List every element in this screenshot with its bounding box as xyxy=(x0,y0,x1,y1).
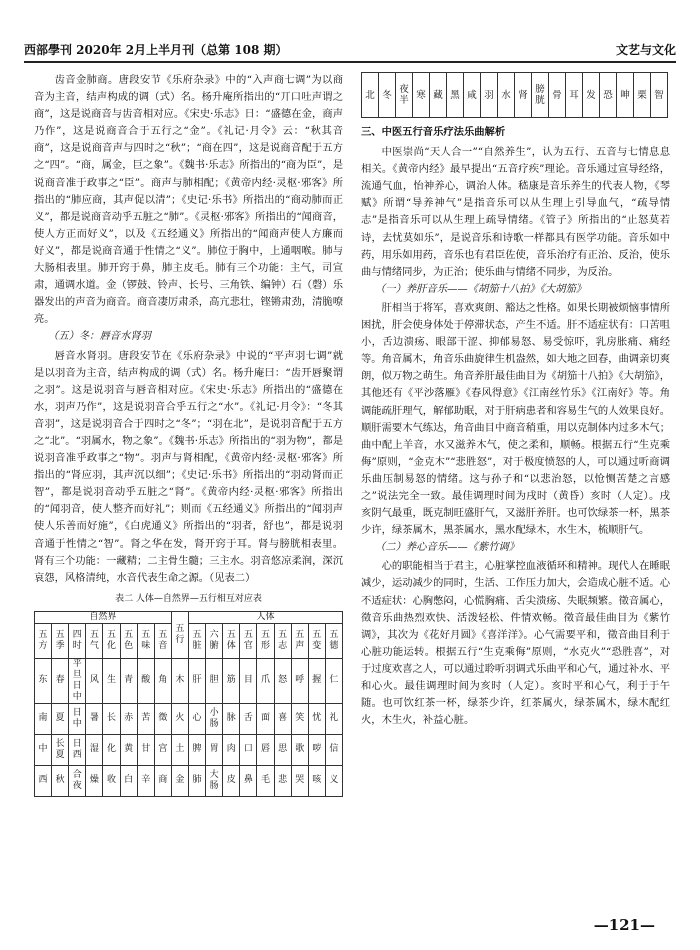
table-cell: 皮 xyxy=(223,765,240,796)
table-cell: 酸 xyxy=(137,658,154,703)
table-cell: 呼 xyxy=(291,658,308,703)
table1-continuation xyxy=(361,72,668,118)
column-header: 六腑 xyxy=(206,623,223,658)
table-cell: 收 xyxy=(103,765,120,796)
table-row xyxy=(35,734,343,765)
table-cell-wuxing: 木 xyxy=(171,658,188,703)
column-header: 五气 xyxy=(86,623,103,658)
column-header: 五方 xyxy=(35,623,52,658)
table-cell: 目 xyxy=(240,658,257,703)
table-cell: 宫 xyxy=(154,734,171,765)
table1-cell: 黑 xyxy=(447,73,464,118)
table-cell: 歌 xyxy=(291,734,308,765)
column-header: 四时 xyxy=(69,623,86,658)
column-header: 五脏 xyxy=(188,623,205,658)
page-number: —121— xyxy=(593,916,655,934)
table-cell: 仁 xyxy=(325,658,342,703)
table-cell: 筋 xyxy=(223,658,240,703)
table1-cell: 骨 xyxy=(549,73,566,118)
table1-cell: 肾 xyxy=(515,73,532,118)
table-cell: 胃 xyxy=(206,734,223,765)
table1-cell: 羽 xyxy=(481,73,498,118)
table-cell: 风 xyxy=(86,658,103,703)
correspondence-table xyxy=(34,611,343,797)
column-header: 五志 xyxy=(274,623,291,658)
column-header: 五味 xyxy=(137,623,154,658)
table-cell: 咳 xyxy=(308,765,325,796)
group-header-body: 人体 xyxy=(188,611,342,623)
table1-cell: 藏 xyxy=(430,73,447,118)
table1-cell: 恐 xyxy=(600,73,617,118)
table-cell: 夏 xyxy=(52,703,69,734)
table-cell: 合夜 xyxy=(69,765,86,796)
left-column xyxy=(34,72,343,797)
journal-title: 西部學刊 2020年 2月上半月刊（总第 108 期） xyxy=(24,43,288,57)
intro-paragraph: 中医崇尚“天人合一”“自然养生”，认为五行、五音与七情息息相关。《黄帝内经》最早提出“五音疗疾”理论。音乐通过宣导经络，流通气血，怡神养心，调治人体。嵇康是音乐养生的代表人物，《琴赋》所谓“导养神气”是指音乐可以从生理上引导血气，“疏导情志”是指音乐可以从生理上疏导情绪。《管子》所指出的“止怒莫若诗，去忧莫如乐”，是说音乐和诗歌一样都具有医学功能。音乐如中药，用乐如用药，音乐也有君臣佐使，音乐治疗有正治、反治，使乐曲与情绪同步，为正治；使乐曲与情绪不同步，为反治。 xyxy=(361,146,670,278)
right-column xyxy=(361,72,670,729)
table-cell: 西 xyxy=(35,765,52,796)
table1-cell: 夜半 xyxy=(396,73,413,118)
table1-cell: 寒 xyxy=(413,73,430,118)
section-title: 三、中医五行音乐疗法乐曲解析 xyxy=(361,126,506,138)
table-cell: 笑 xyxy=(291,703,308,734)
table-cell: 日中 xyxy=(69,703,86,734)
table-cell: 秋 xyxy=(52,765,69,796)
column-header: 五官 xyxy=(240,623,257,658)
table-cell: 大肠 xyxy=(206,765,223,796)
table1-cell: 咸 xyxy=(464,73,481,118)
table-cell: 日西 xyxy=(69,734,86,765)
table-cell: 黄 xyxy=(120,734,137,765)
column-header: 五形 xyxy=(257,623,274,658)
group-header-nature: 自然界 xyxy=(35,611,172,623)
table-cell: 哭 xyxy=(291,765,308,796)
table-cell-wuxing: 火 xyxy=(171,703,188,734)
column-header: 五声 xyxy=(291,623,308,658)
table-cell: 暑 xyxy=(86,703,103,734)
table-cell: 甘 xyxy=(137,734,154,765)
column-header: 五色 xyxy=(120,623,137,658)
liver-paragraph: 肝相当于将军，喜欢爽朗、豁达之性格。如果长期被烦恼事情所困扰，肝会使身体处于停滞状态，产生不适。肝不适症状有：口苦咀小，舌边溃疡、眼部干涩、抑郁易怒、易受惊吓，乳房胀痛、痛经等。角音属木，角音乐曲旋律生机盎然，如大地之回春，曲调亲切爽朗，似万物之萌生。角音养肝最佳曲目为《胡笳十八拍》《大胡笳》，其他还有《平沙落雁》《春风得意》《江南丝竹乐》《江南好》等。角调能疏肝理气，解郁助眠，对于肝病患者和容易生气的人效果良好。顺肝需要木气练达，角音曲目中商音稍重，用以克制体内过多木气；曲中配上羊音，水又滋养木气，使之柔和，顺畅。根据五行“生克乘侮”原则，“金克木”“悲胜怒”，对于极度愤怒的人，可以通过听商调乐曲压制易怒的情绪。这与孙子和“以悲治怒，以怆恻苦楚之言感之”说法完全一致。最佳调理时间为戌时（黄昏）亥时（人定）。戌亥阴气最重，既克制旺盛肝气，又滋肝养肝。也可饮绿茶一杯，黑茶少许，绿茶属木，黑茶属水，黑水配绿木，水生木，梳顺肝气。 xyxy=(361,301,670,537)
column-header: 五化 xyxy=(103,623,120,658)
table-cell: 南 xyxy=(35,703,52,734)
table-cell: 小肠 xyxy=(206,703,223,734)
table-cell: 商 xyxy=(154,765,171,796)
table-cell: 喜 xyxy=(274,703,291,734)
column-header: 五音 xyxy=(154,623,171,658)
table-cell: 春 xyxy=(52,658,69,703)
table-cell: 肉 xyxy=(223,734,240,765)
table1-cell: 膀胱 xyxy=(532,73,549,118)
subheading-heart: （二）养心音乐——《紫竹调》 xyxy=(375,541,520,554)
table-cell: 哕 xyxy=(308,734,325,765)
page-header xyxy=(24,32,676,63)
table-row xyxy=(35,765,343,796)
table-cell: 肺 xyxy=(188,765,205,796)
table-cell: 白 xyxy=(120,765,137,796)
table-cell: 义 xyxy=(325,765,342,796)
table-cell: 礼 xyxy=(325,703,342,734)
subheading-winter: （五）冬：唇音水肾羽 xyxy=(48,330,151,343)
table-cell: 脉 xyxy=(223,703,240,734)
heart-paragraph: 心的职能相当于君主，心脏掌控血液循环和精神。现代人在睡眠减少，运动减少的同时，生活、工作压力加大，会造成心脏不适。心不适症状：心胸憋闷，心慌胸痛、舌尖溃疡、失眠频繁。徵音属心，徵音乐曲热烈欢快、活泼轻松、件情欢畅。徵音最佳曲目为《紫竹调》，其次为《花好月圆》《喜洋洋》。心气需要平和，徵音曲目利于心脏功能运转。根据五行“生克乘侮”原则，“水克火”“恐胜喜”，对于过度欢喜之人，可以通过聆听羽调式乐曲平和心气，通过补水、平和心火。最佳调理时间为亥时（人定）。亥时平和心气，利于于午随。也可饮红茶一杯，绿茶少许，红茶属火，绿茶属木，绿木配红火，木生火，补益心脏。 xyxy=(361,560,670,727)
table1-cell: 智 xyxy=(651,73,668,118)
table-cell: 口 xyxy=(240,734,257,765)
table-cell: 面 xyxy=(257,703,274,734)
table1-cell: 呻 xyxy=(617,73,634,118)
table-cell: 湿 xyxy=(86,734,103,765)
table-cell: 化 xyxy=(103,734,120,765)
table-row xyxy=(35,703,343,734)
table1-cell: 发 xyxy=(583,73,600,118)
table1-cell: 水 xyxy=(498,73,515,118)
table-cell: 忧 xyxy=(308,703,325,734)
table1-cell: 耳 xyxy=(566,73,583,118)
table-cell: 肝 xyxy=(188,658,205,703)
header-wuxing: 五行 xyxy=(171,611,188,658)
table-cell: 燥 xyxy=(86,765,103,796)
table-cell: 怒 xyxy=(274,658,291,703)
table-cell: 生 xyxy=(103,658,120,703)
column-header: 五体 xyxy=(223,623,240,658)
table-cell: 长 xyxy=(103,703,120,734)
column-header: 五变 xyxy=(308,623,325,658)
table1-cell: 栗 xyxy=(634,73,651,118)
table-cell: 脾 xyxy=(188,734,205,765)
table-cell: 辛 xyxy=(137,765,154,796)
table-cell: 鼻 xyxy=(240,765,257,796)
table-cell: 平旦日中 xyxy=(69,658,86,703)
table-cell: 唇 xyxy=(257,734,274,765)
subheading-liver: （一）养肝音乐——《胡笳十八拍》《大胡笳》 xyxy=(375,282,587,295)
table-cell: 毛 xyxy=(257,765,274,796)
table-cell: 角 xyxy=(154,658,171,703)
section-label: 文艺与文化 xyxy=(615,43,676,57)
paragraph-metal: 齿音金肺商。唐段安节《乐府杂录》中的“入声商七调”为以商音为主音，结声构成的调（式）名。杨升庵所指出的“丌口吐声谓之商”，这是说商音与齿音相对应。《宋史·乐志》日：“盛德在金，商声乃作”，这是说商音合于五行之“金”。《礼记·月令》云：“秋其音商”，这是说商音声与四时之“秋”；“商在四”，这是说商音配于五方之“四”。“商，属金，巨之象”。《魏书·乐志》所指出的“商为臣”，是说商音准于政事之“臣”。商声与肺相配；《黄帝内经·灵枢·邪客》所指出的“肺应商，其声促以清”；《史记·乐书》所指出的“商动肺而正义”，都是说商音动乎五脏之“肺”。《灵枢·邪客》所指出的“闻商音，使人方正而好义”，以及《五经通义》所指出的“闻商声使人方廉而好义”，都是说商音通于性情之“义”。肺位于胸中，上通咽喉。肺与大肠相表里。肺开窍于鼻，肺主皮毛。肺有三个功能：主气，司宣肃，通调水道。金（锣鼓、铃声、长号、三角铁、编钟）石（磬）乐器发出的声音为商音。商音凄厉肃杀，高亢悲壮，铿锵肃劲，清脆嘹亮。 xyxy=(34,74,343,326)
table1-cell: 冬 xyxy=(379,73,396,118)
table-row xyxy=(35,658,343,703)
table-cell: 心 xyxy=(188,703,205,734)
column-header: 五季 xyxy=(52,623,69,658)
table-cell: 悲 xyxy=(274,765,291,796)
table-cell: 握 xyxy=(308,658,325,703)
table-cell-wuxing: 金 xyxy=(171,765,188,796)
table-cell: 赤 xyxy=(120,703,137,734)
table-cell: 思 xyxy=(274,734,291,765)
table-cell-wuxing: 土 xyxy=(171,734,188,765)
table-cell: 爪 xyxy=(257,658,274,703)
table-cell: 青 xyxy=(120,658,137,703)
table-cell: 长夏 xyxy=(52,734,69,765)
table2-caption: 表二 人体—自然界—五行相互对应表 xyxy=(115,593,262,604)
table-cell: 东 xyxy=(35,658,52,703)
paragraph-water: 唇音水肾羽。唐段安节在《乐府杂录》中说的“平声羽七调”就是以羽音为主音，结声构成的调（式）名。杨升庵曰：“齿开唇聚谓之羽”。这是说羽音与唇音相对应。《宋史·乐志》所指出的“盛德在水，羽声乃作”，这是说羽音合乎五行之“水”。《礼记·月令》：“冬其音羽”，这是说羽音合于四时之“冬”；“羽在北”，是说羽音配于五方之“北”。“羽属水，物之象”。《魏书·乐志》所指出的“羽为物”，都是说羽音准乎政事之“物”。羽声与肾相配，《黄帝内经·灵枢·邪客》所指出的“肾应羽，其声沉以细”；《史记·乐书》所指出的“羽动肾而正智”，都是说羽音动乎五脏之“肾”。《黄帝内经·灵枢·邪客》所指出的“闻羽音，使人整齐而好礼”；则而《五经通义》所指出的“闻羽声使人乐善而好施”，《白虎通义》所指出的“羽者，舒也”，都是说羽音通于性情之“智”。肾之华在发，肾开窍于耳。肾与膀胱相表里。肾有三个功能：一藏精；二主骨生髓；三主水。羽音悠凉柔润，深沉哀怨，风格清纯，水音代表生命之源。（见表二） xyxy=(34,349,343,584)
table-cell: 中 xyxy=(35,734,52,765)
table-cell: 胆 xyxy=(206,658,223,703)
table-cell: 苦 xyxy=(137,703,154,734)
table-cell: 舌 xyxy=(240,703,257,734)
table-cell: 信 xyxy=(325,734,342,765)
table-cell: 徵 xyxy=(154,703,171,734)
table1-cell: 北 xyxy=(362,73,379,118)
column-header: 五德 xyxy=(325,623,342,658)
